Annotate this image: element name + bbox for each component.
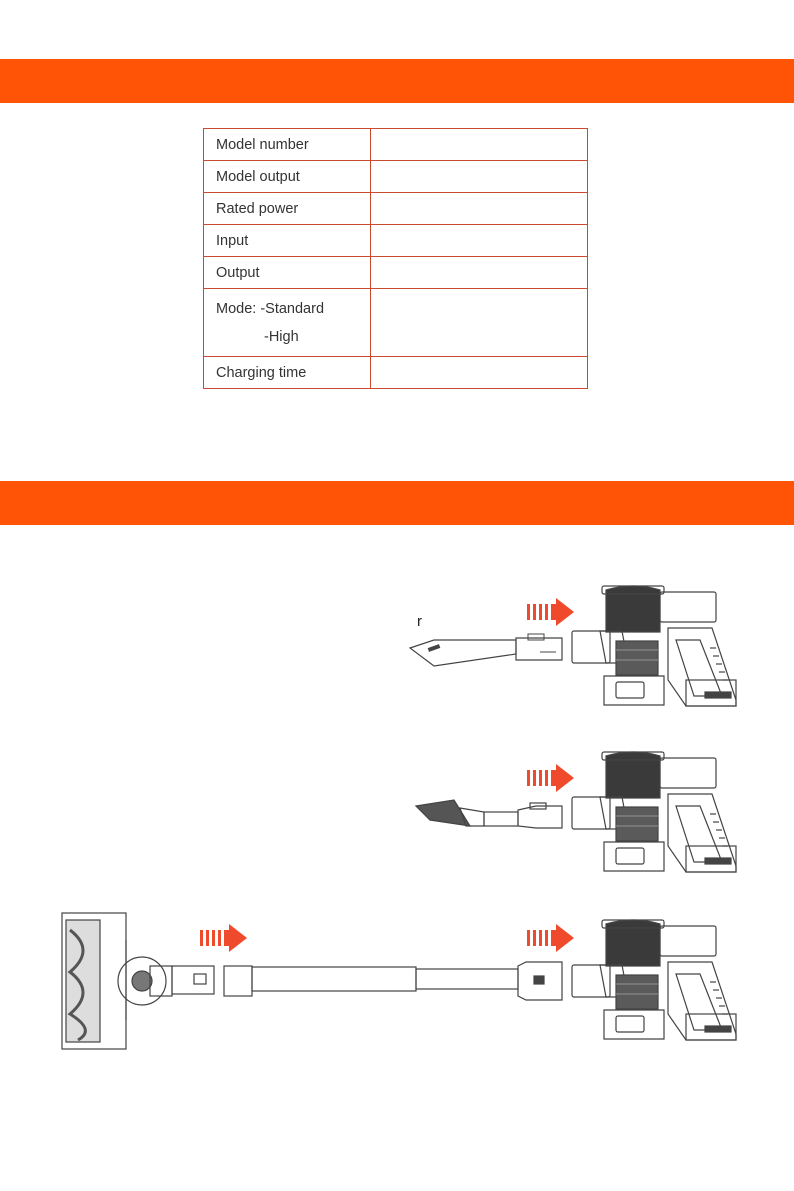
right-arrow-icon: [200, 924, 247, 952]
vacuum-body-icon: [572, 920, 736, 1040]
crevice-tool-icon: [410, 634, 562, 666]
mode-standard-label: Mode: -Standard: [216, 300, 325, 317]
right-arrow-icon: [527, 598, 574, 626]
spec-label: Model output: [204, 161, 371, 193]
vacuum-body-icon: [572, 752, 736, 872]
right-arrow-icon: [527, 924, 574, 952]
mode-high-label: -High: [264, 328, 299, 345]
spec-label: Rated power: [204, 193, 371, 225]
stray-label: r: [417, 613, 422, 630]
floor-head-icon: [62, 913, 214, 1049]
spec-label: Output: [204, 257, 371, 289]
vacuum-body-icon: [572, 586, 736, 706]
right-arrow-icon: [527, 764, 574, 792]
spec-label: Input: [204, 225, 371, 257]
spec-label: Charging time: [204, 357, 371, 389]
spec-label: Model number: [204, 129, 371, 161]
extension-tube-icon: [224, 962, 562, 1000]
brush-tool-icon: [416, 800, 562, 828]
